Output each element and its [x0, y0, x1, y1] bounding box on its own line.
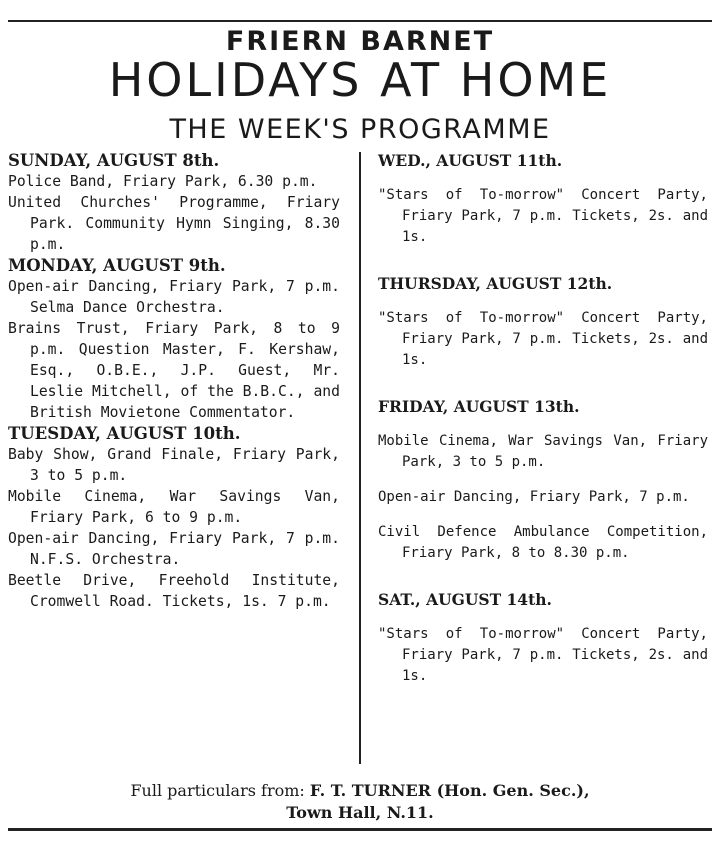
- event-entry: Mobile Cinema, War Savings Van, Friary Park, 6 to 9 p.m.: [8, 488, 340, 526]
- top-rule: [8, 20, 712, 22]
- day-heading-sunday: SUNDAY, AUGUST 8th.: [8, 151, 220, 170]
- day-heading-saturday: SAT., AUGUST 14th.: [378, 590, 552, 609]
- left-column: [8, 150, 340, 612]
- right-column: [378, 150, 708, 687]
- footer-line-1: [0, 780, 720, 802]
- footer-lead: Full particulars from:: [130, 781, 310, 800]
- page-subtitle: THE WEEK'S PROGRAMME: [169, 114, 551, 145]
- page-title: HOLIDAYS AT HOME: [108, 53, 612, 107]
- event-entry: "Stars of To-morrow" Concert Party, Friary Park, 7 p.m. Tickets, 2s. and 1s.: [378, 310, 708, 368]
- event-entry: Brains Trust, Friary Park, 8 to 9 p.m. Question Master, F. Kershaw, Esq., O.B.E., J.P. Guest, Mr. Leslie Mitchell, of the B.B.C., and British Movietone Commentator.: [8, 320, 340, 421]
- event-entry: Open-air Dancing, Friary Park, 7 p.m.: [378, 489, 690, 505]
- event-entry: Beetle Drive, Freehold Institute, Cromwell Road. Tickets, 1s. 7 p.m.: [8, 572, 340, 610]
- day-heading-monday: MONDAY, AUGUST 9th.: [8, 256, 226, 275]
- event-entry: Baby Show, Grand Finale, Friary Park, 3 to 5 p.m.: [8, 446, 340, 484]
- event-entry: Mobile Cinema, War Savings Van, Friary Park, 3 to 5 p.m.: [378, 433, 708, 470]
- event-entry: "Stars of To-morrow" Concert Party, Friary Park, 7 p.m. Tickets, 2s. and 1s.: [378, 626, 708, 684]
- event-entry: Open-air Dancing, Friary Park, 7 p.m. Selma Dance Orchestra.: [8, 278, 340, 316]
- event-entry: United Churches' Programme, Friary Park. Community Hymn Singing, 8.30 p.m.: [8, 194, 340, 253]
- event-entry: Civil Defence Ambulance Competition, Friary Park, 8 to 8.30 p.m.: [378, 524, 708, 561]
- event-entry: Open-air Dancing, Friary Park, 7 p.m. N.F.S. Orchestra.: [8, 530, 340, 568]
- day-heading-wednesday: WED., AUGUST 11th.: [378, 151, 563, 170]
- day-heading-friday: FRIDAY, AUGUST 13th.: [378, 397, 580, 416]
- bottom-rule: [8, 828, 712, 831]
- footer: [0, 780, 720, 824]
- day-heading-tuesday: TUESDAY, AUGUST 10th.: [8, 424, 241, 443]
- footer-contact: F. T. TURNER (Hon. Gen. Sec.),: [309, 781, 590, 800]
- column-divider: [359, 152, 361, 764]
- footer-address: Town Hall, N.11.: [286, 803, 434, 822]
- day-heading-thursday: THURSDAY, AUGUST 12th.: [378, 274, 613, 293]
- event-entry: Police Band, Friary Park, 6.30 p.m.: [8, 173, 318, 190]
- event-entry: "Stars of To-morrow" Concert Party, Friary Park, 7 p.m. Tickets, 2s. and 1s.: [378, 187, 708, 245]
- place-heading: FRIERN BARNET: [225, 26, 495, 57]
